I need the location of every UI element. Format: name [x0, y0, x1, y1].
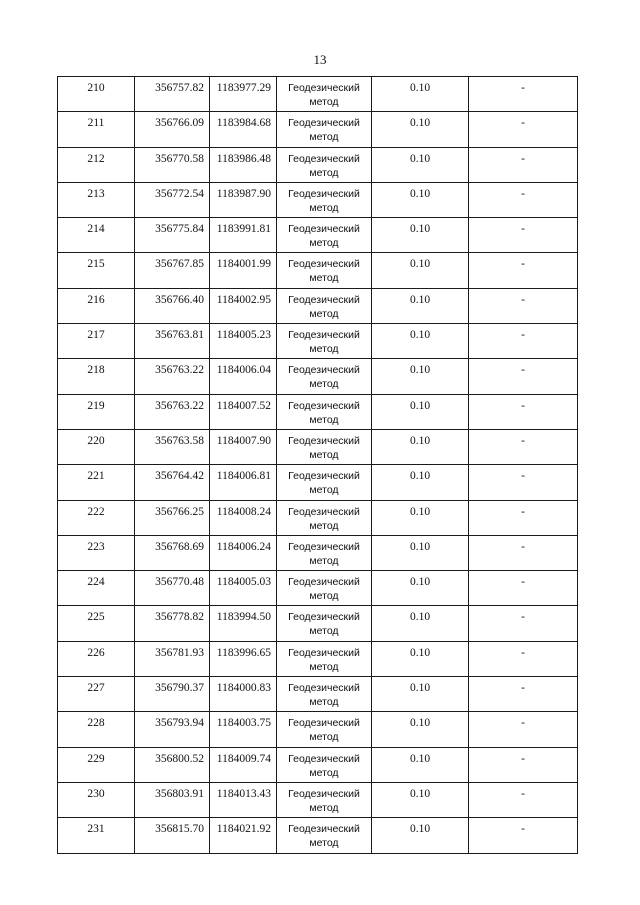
accuracy-cell: 0.10 — [372, 535, 469, 570]
method-cell — [277, 465, 372, 500]
method-line-1: Геодезический — [288, 399, 360, 412]
method-cell — [277, 147, 372, 182]
accuracy-cell: 0.10 — [372, 782, 469, 817]
point-number-cell: 216 — [58, 288, 135, 323]
method-line-2: метод — [309, 378, 339, 391]
x-coordinate-cell: 356772.54 — [135, 182, 210, 217]
x-coordinate-cell: 356775.84 — [135, 218, 210, 253]
y-coordinate-cell: 1184006.04 — [210, 359, 277, 394]
point-number-cell: 214 — [58, 218, 135, 253]
method-line-1: Геодезический — [288, 293, 360, 306]
y-coordinate-cell: 1183977.29 — [210, 77, 277, 112]
y-coordinate-cell: 1184007.90 — [210, 429, 277, 464]
y-coordinate-cell: 1184000.83 — [210, 677, 277, 712]
method-cell — [277, 112, 372, 147]
method-line-1: Геодезический — [288, 82, 360, 94]
y-coordinate-cell: 1184001.99 — [210, 253, 277, 288]
coordinates-table — [57, 76, 578, 854]
table-row — [58, 147, 578, 182]
point-number-cell: 211 — [58, 112, 135, 147]
x-coordinate-cell: 356770.48 — [135, 571, 210, 606]
x-coordinate-cell: 356766.25 — [135, 500, 210, 535]
point-number-cell: 226 — [58, 641, 135, 676]
method-line-2: метод — [309, 201, 339, 214]
note-cell: - — [469, 465, 578, 500]
method-line-2: метод — [309, 590, 339, 603]
accuracy-cell: 0.10 — [372, 429, 469, 464]
method-line-1: Геодезический — [288, 258, 360, 271]
table-row — [58, 606, 578, 641]
method-cell — [277, 218, 372, 253]
accuracy-cell: 0.10 — [372, 818, 469, 853]
table-row — [58, 500, 578, 535]
method-line-2: метод — [309, 625, 339, 638]
y-coordinate-cell: 1184005.03 — [210, 571, 277, 606]
method-line-1: Геодезический — [288, 682, 360, 695]
accuracy-cell: 0.10 — [372, 606, 469, 641]
method-line-2: метод — [309, 731, 339, 744]
x-coordinate-cell: 356815.70 — [135, 818, 210, 853]
note-cell: - — [469, 535, 578, 570]
y-coordinate-cell: 1184006.81 — [210, 465, 277, 500]
accuracy-cell: 0.10 — [372, 359, 469, 394]
y-coordinate-cell: 1184008.24 — [210, 500, 277, 535]
x-coordinate-cell: 356790.37 — [135, 677, 210, 712]
note-cell: - — [469, 288, 578, 323]
y-coordinate-cell: 1184002.95 — [210, 288, 277, 323]
method-line-1: Геодезический — [288, 152, 360, 165]
point-number-cell: 221 — [58, 465, 135, 500]
x-coordinate-cell: 356763.22 — [135, 359, 210, 394]
point-number-cell: 225 — [58, 606, 135, 641]
method-line-1: Геодезический — [288, 611, 360, 624]
y-coordinate-cell: 1183984.68 — [210, 112, 277, 147]
method-line-1: Геодезический — [288, 576, 360, 589]
x-coordinate-cell: 356800.52 — [135, 747, 210, 782]
accuracy-cell: 0.10 — [372, 77, 469, 112]
method-line-2: метод — [309, 801, 339, 814]
method-line-1: Геодезический — [288, 117, 360, 130]
method-cell — [277, 747, 372, 782]
y-coordinate-cell: 1183996.65 — [210, 641, 277, 676]
y-coordinate-cell: 1184007.52 — [210, 394, 277, 429]
x-coordinate-cell: 356803.91 — [135, 782, 210, 817]
y-coordinate-cell: 1184005.23 — [210, 324, 277, 359]
y-coordinate-cell: 1184009.74 — [210, 747, 277, 782]
method-line-2: метод — [309, 766, 339, 779]
table-row — [58, 747, 578, 782]
method-cell — [277, 571, 372, 606]
method-line-1: Геодезический — [288, 823, 360, 836]
method-cell — [277, 429, 372, 464]
method-line-1: Геодезический — [288, 717, 360, 730]
accuracy-cell: 0.10 — [372, 218, 469, 253]
method-line-2: метод — [309, 696, 339, 709]
x-coordinate-cell: 356764.42 — [135, 465, 210, 500]
note-cell: - — [469, 182, 578, 217]
method-line-1: Геодезический — [288, 752, 360, 765]
x-coordinate-cell: 356778.82 — [135, 606, 210, 641]
table-row — [58, 182, 578, 217]
y-coordinate-cell: 1183991.81 — [210, 218, 277, 253]
y-coordinate-cell: 1184006.24 — [210, 535, 277, 570]
coordinates-table-body — [58, 77, 578, 854]
page-number: 13 — [313, 52, 327, 67]
method-cell — [277, 77, 372, 112]
x-coordinate-cell: 356763.58 — [135, 429, 210, 464]
y-coordinate-cell: 1183986.48 — [210, 147, 277, 182]
table-row — [58, 288, 578, 323]
note-cell: - — [469, 394, 578, 429]
table-row — [58, 535, 578, 570]
accuracy-cell: 0.10 — [372, 182, 469, 217]
table-row — [58, 465, 578, 500]
point-number-cell: 230 — [58, 782, 135, 817]
accuracy-cell: 0.10 — [372, 147, 469, 182]
y-coordinate-cell: 1183994.50 — [210, 606, 277, 641]
point-number-cell: 229 — [58, 747, 135, 782]
accuracy-cell: 0.10 — [372, 677, 469, 712]
method-line-1: Геодезический — [288, 434, 360, 447]
point-number-cell: 212 — [58, 147, 135, 182]
table-row — [58, 641, 578, 676]
x-coordinate-cell: 356766.40 — [135, 288, 210, 323]
note-cell: - — [469, 324, 578, 359]
method-cell — [277, 324, 372, 359]
y-coordinate-cell: 1184003.75 — [210, 712, 277, 747]
note-cell: - — [469, 500, 578, 535]
method-line-1: Геодезический — [288, 646, 360, 659]
x-coordinate-cell: 356793.94 — [135, 712, 210, 747]
point-number-cell: 217 — [58, 324, 135, 359]
accuracy-cell: 0.10 — [372, 465, 469, 500]
accuracy-cell: 0.10 — [372, 288, 469, 323]
method-cell — [277, 606, 372, 641]
accuracy-cell: 0.10 — [372, 641, 469, 676]
note-cell: - — [469, 571, 578, 606]
method-cell — [277, 535, 372, 570]
accuracy-cell: 0.10 — [372, 571, 469, 606]
method-line-2: метод — [309, 166, 339, 179]
point-number-cell: 218 — [58, 359, 135, 394]
table-row — [58, 324, 578, 359]
x-coordinate-cell: 356767.85 — [135, 253, 210, 288]
method-cell — [277, 394, 372, 429]
table-row — [58, 677, 578, 712]
method-line-1: Геодезический — [288, 364, 360, 377]
table-row — [58, 394, 578, 429]
method-line-2: метод — [309, 96, 339, 108]
method-line-1: Геодезический — [288, 329, 360, 342]
note-cell: - — [469, 641, 578, 676]
method-line-1: Геодезический — [288, 187, 360, 200]
method-cell — [277, 359, 372, 394]
method-cell — [277, 677, 372, 712]
note-cell: - — [469, 147, 578, 182]
method-line-2: метод — [309, 519, 339, 532]
method-line-1: Геодезический — [288, 540, 360, 553]
table-row — [58, 253, 578, 288]
accuracy-cell: 0.10 — [372, 747, 469, 782]
note-cell: - — [469, 747, 578, 782]
method-cell — [277, 712, 372, 747]
method-line-1: Геодезический — [288, 470, 360, 483]
method-line-2: метод — [309, 484, 339, 497]
accuracy-cell: 0.10 — [372, 500, 469, 535]
accuracy-cell: 0.10 — [372, 112, 469, 147]
method-line-2: метод — [309, 660, 339, 673]
method-line-2: метод — [309, 448, 339, 461]
method-cell — [277, 818, 372, 853]
method-line-2: метод — [309, 413, 339, 426]
x-coordinate-cell: 356757.82 — [135, 77, 210, 112]
note-cell: - — [469, 712, 578, 747]
x-coordinate-cell: 356781.93 — [135, 641, 210, 676]
method-line-2: метод — [309, 272, 339, 285]
method-line-1: Геодезический — [288, 223, 360, 236]
y-coordinate-cell: 1184013.43 — [210, 782, 277, 817]
point-number-cell: 231 — [58, 818, 135, 853]
note-cell: - — [469, 253, 578, 288]
note-cell: - — [469, 429, 578, 464]
method-line-2: метод — [309, 307, 339, 320]
note-cell: - — [469, 112, 578, 147]
table-row — [58, 818, 578, 853]
method-cell — [277, 500, 372, 535]
x-coordinate-cell: 356763.81 — [135, 324, 210, 359]
note-cell: - — [469, 218, 578, 253]
note-cell: - — [469, 606, 578, 641]
table-row — [58, 218, 578, 253]
table-row — [58, 429, 578, 464]
point-number-cell: 219 — [58, 394, 135, 429]
point-number-cell: 215 — [58, 253, 135, 288]
note-cell: - — [469, 77, 578, 112]
accuracy-cell: 0.10 — [372, 253, 469, 288]
accuracy-cell: 0.10 — [372, 712, 469, 747]
point-number-cell: 210 — [58, 77, 135, 112]
note-cell: - — [469, 677, 578, 712]
table-row — [58, 712, 578, 747]
method-line-2: метод — [309, 554, 339, 567]
method-line-2: метод — [309, 131, 339, 144]
point-number-cell: 222 — [58, 500, 135, 535]
y-coordinate-cell: 1183987.90 — [210, 182, 277, 217]
point-number-cell: 213 — [58, 182, 135, 217]
note-cell: - — [469, 782, 578, 817]
x-coordinate-cell: 356770.58 — [135, 147, 210, 182]
method-line-2: метод — [309, 837, 339, 850]
accuracy-cell: 0.10 — [372, 324, 469, 359]
accuracy-cell: 0.10 — [372, 394, 469, 429]
method-cell — [277, 182, 372, 217]
x-coordinate-cell: 356766.09 — [135, 112, 210, 147]
method-cell — [277, 288, 372, 323]
table-row — [58, 77, 578, 112]
x-coordinate-cell: 356763.22 — [135, 394, 210, 429]
note-cell: - — [469, 818, 578, 853]
x-coordinate-cell: 356768.69 — [135, 535, 210, 570]
y-coordinate-cell: 1184021.92 — [210, 818, 277, 853]
point-number-cell: 220 — [58, 429, 135, 464]
method-line-1: Геодезический — [288, 787, 360, 800]
method-line-2: метод — [309, 343, 339, 356]
method-line-2: метод — [309, 237, 339, 250]
point-number-cell: 224 — [58, 571, 135, 606]
method-line-1: Геодезический — [288, 505, 360, 518]
table-row — [58, 571, 578, 606]
table-row — [58, 782, 578, 817]
method-cell — [277, 782, 372, 817]
table-row — [58, 112, 578, 147]
table-row — [58, 359, 578, 394]
point-number-cell: 223 — [58, 535, 135, 570]
method-cell — [277, 641, 372, 676]
note-cell: - — [469, 359, 578, 394]
method-cell — [277, 253, 372, 288]
point-number-cell: 228 — [58, 712, 135, 747]
point-number-cell: 227 — [58, 677, 135, 712]
